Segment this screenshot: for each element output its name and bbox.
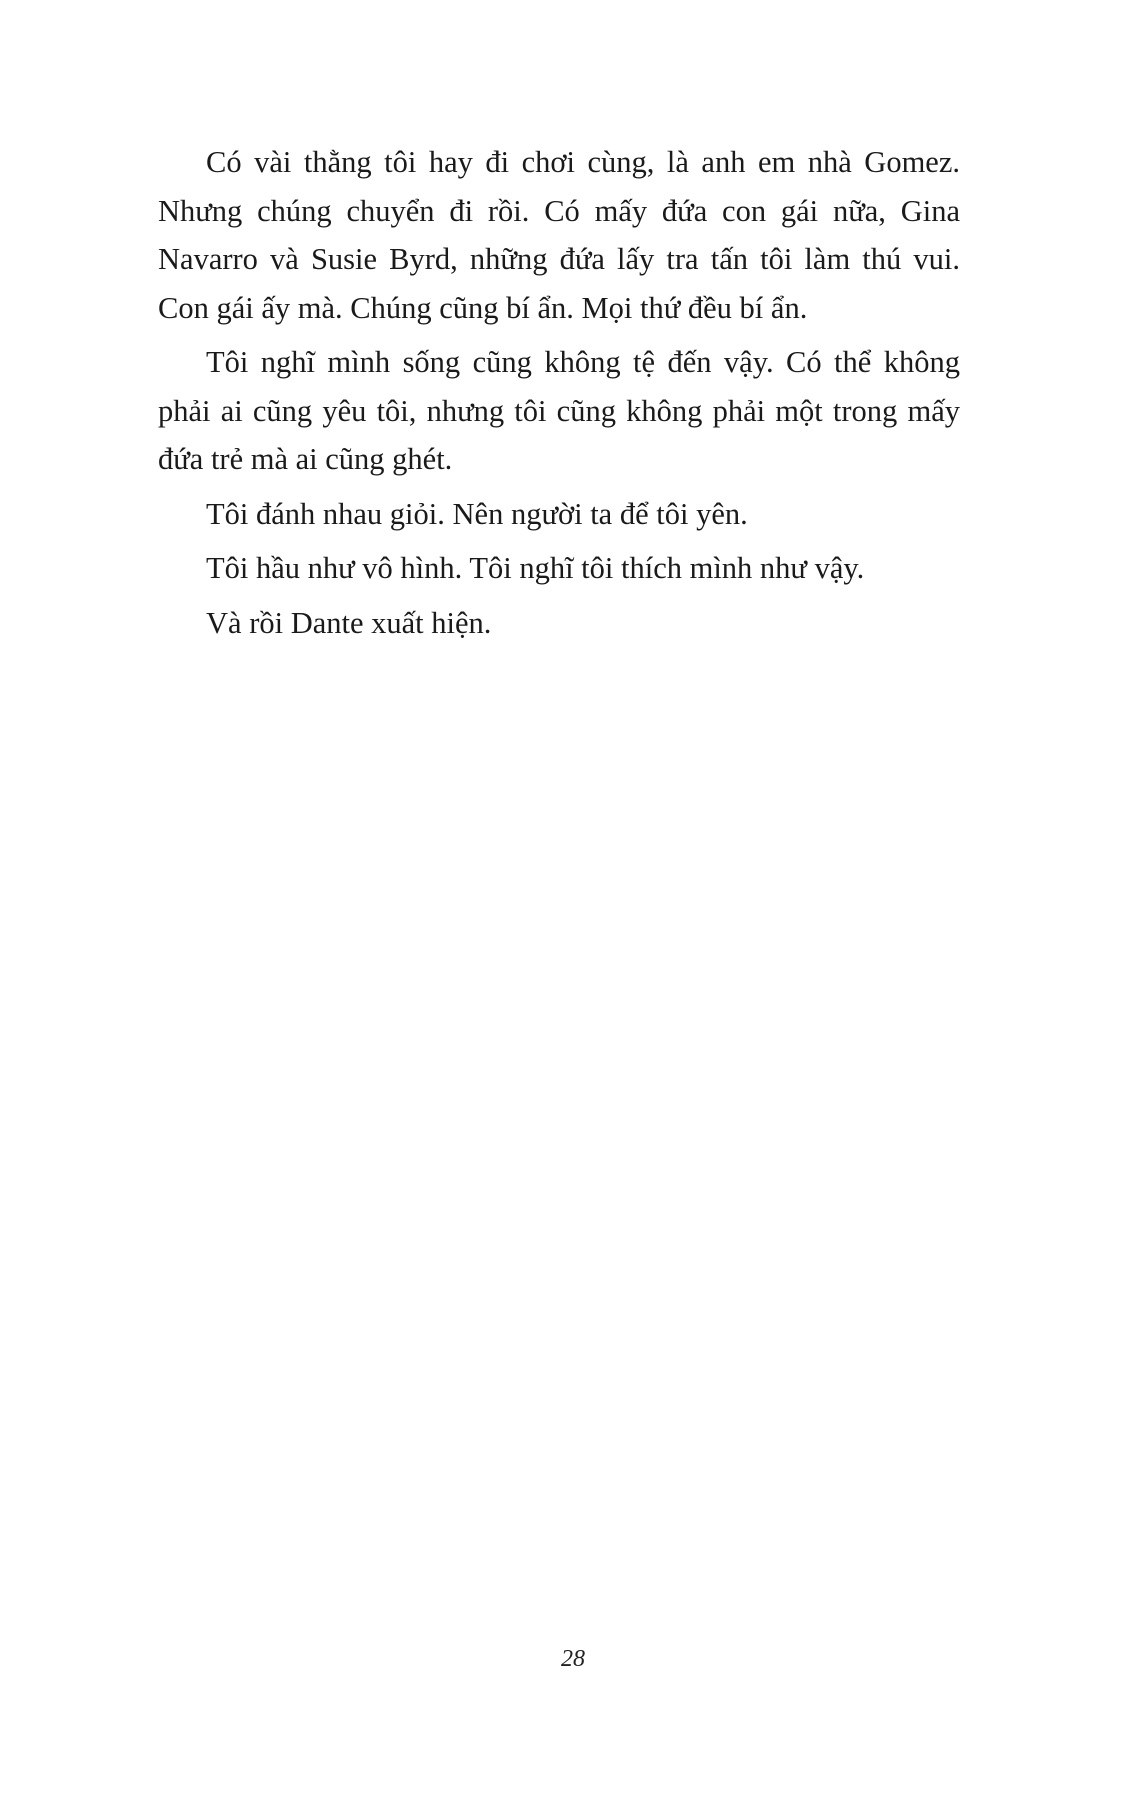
body-text [158, 138, 960, 653]
paragraph: Có vài thằng tôi hay đi chơi cùng, là anh em nhà Gomez. Nhưng chúng chuyển đi rồi. Có mấy đứa con gái nữa, Gina Navarro và Susie Byrd, những đứa lấy tra tấn tôi làm thú vui. Con gái ấy mà. Chúng cũng bí ẩn. Mọi thứ đều bí ẩn. [158, 145, 960, 325]
paragraph: Tôi hầu như vô hình. Tôi nghĩ tôi thích mình như vậy. [206, 551, 865, 585]
paragraph: Và rồi Dante xuất hiện. [206, 605, 492, 640]
page-number: 28 [561, 1646, 585, 1672]
paragraph: Tôi nghĩ mình sống cũng không tệ đến vậy. Có thể không phải ai cũng yêu tôi, nhưng tôi cũng không phải một trong mấy đứa trẻ mà ai cũng ghét. [158, 345, 960, 476]
paragraph: Tôi đánh nhau giỏi. Nên người ta để tôi yên. [206, 496, 748, 531]
